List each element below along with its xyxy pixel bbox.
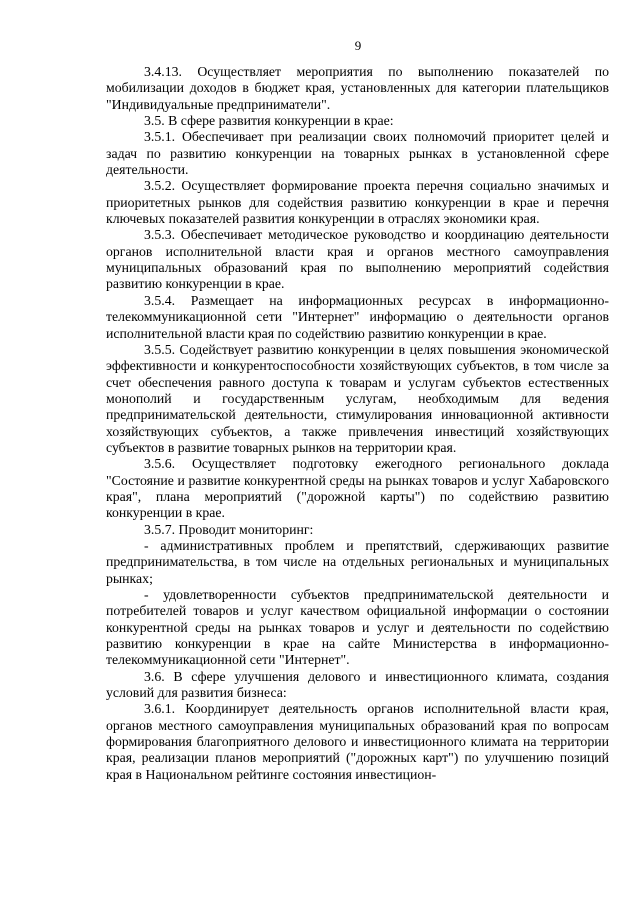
paragraph-3-5-3: 3.5.3. Обеспечивает методическое руководство и координацию деятельности органов исполнительной власти края и органов местного самоуправления муниципальных образований края по выполнению мероприятий содействия развитию конкуренции в крае. <box>106 227 609 292</box>
list-item-satisfaction-monitoring: - удовлетворенности субъектов предпринимательской деятельности и потребителей товаров и услуг качеством официальной информации о состоянии конкурентной среды на рынках товаров и услуг и деятельности по содействию развитию конкуренции в крае на сайте Министерства в информационно-телекоммуникационной сети "Интернет". <box>106 587 609 668</box>
paragraph-3-5-2: 3.5.2. Осуществляет формирование проекта перечня социально значимых и приоритетных рынков для содействия развитию конкуренции в крае и перечня ключевых показателей развития конкуренции в отраслях экономики края. <box>106 178 609 227</box>
page-number: 9 <box>354 38 362 53</box>
document-body <box>106 64 609 783</box>
paragraph-3-5-5: 3.5.5. Содействует развитию конкуренции в целях повышения экономической эффективности и конкурентоспособности хозяйствующих субъектов, в том числе за счет обеспечения равного доступа к товарам и услугам субъектов естественных монополий и государственным услугам, необходимым для ведения предпринимательской деятельности, стимулирования инновационной активности хозяйствующих субъектов, а также привлечения инвестиций хозяйствующих субъектов в развитие товарных рынков на территории края. <box>106 341 609 455</box>
section-heading-3-6: 3.6. В сфере улучшения делового и инвестиционного климата, создания условий для развития бизнеса: <box>106 668 609 701</box>
paragraph-3-5-7: 3.5.7. Проводит мониторинг: <box>144 521 314 537</box>
paragraph-3-5-1: 3.5.1. Обеспечивает при реализации своих полномочий приоритет целей и задач по развитию конкуренции на товарных рынках в установленной сфере деятельности. <box>106 129 609 178</box>
paragraph-3-4-13: 3.4.13. Осуществляет мероприятия по выполнению показателей по мобилизации доходов в бюджет края, установленных для категории плательщиков "Индивидуальные предприниматели". <box>106 64 609 112</box>
paragraph-3-5-6: 3.5.6. Осуществляет подготовку ежегодного регионального доклада "Состояние и развитие конкурентной среды на рынках товаров и услуг Хабаровского края", плана мероприятий ("дорожной карты") по содействию развитию конкуренции в крае. <box>106 456 609 521</box>
list-item-administrative-problems: - административных проблем и препятствий, сдерживающих развитие предпринимательства, в том числе на отдельных региональных и муниципальных рынках; <box>106 537 609 586</box>
paragraph-3-5-4: 3.5.4. Размещает на информационных ресурсах в информационно-телекоммуникационной сети "Интернет" информацию о деятельности органов исполнительной власти края по содействию развитию конкуренции в крае. <box>106 292 609 341</box>
paragraph-3-6-1: 3.6.1. Координирует деятельность органов исполнительной власти края, органов местного самоуправления муниципальных образований края по вопросам формирования благоприятного делового и инвестиционного климата на территории края, реализации планов мероприятий ("дорожных карт") по улучшению позиций края в Национальном рейтинге состояния инвестицион- <box>106 701 609 782</box>
section-heading-3-5: 3.5. В сфере развития конкуренции в крае: <box>144 113 394 129</box>
